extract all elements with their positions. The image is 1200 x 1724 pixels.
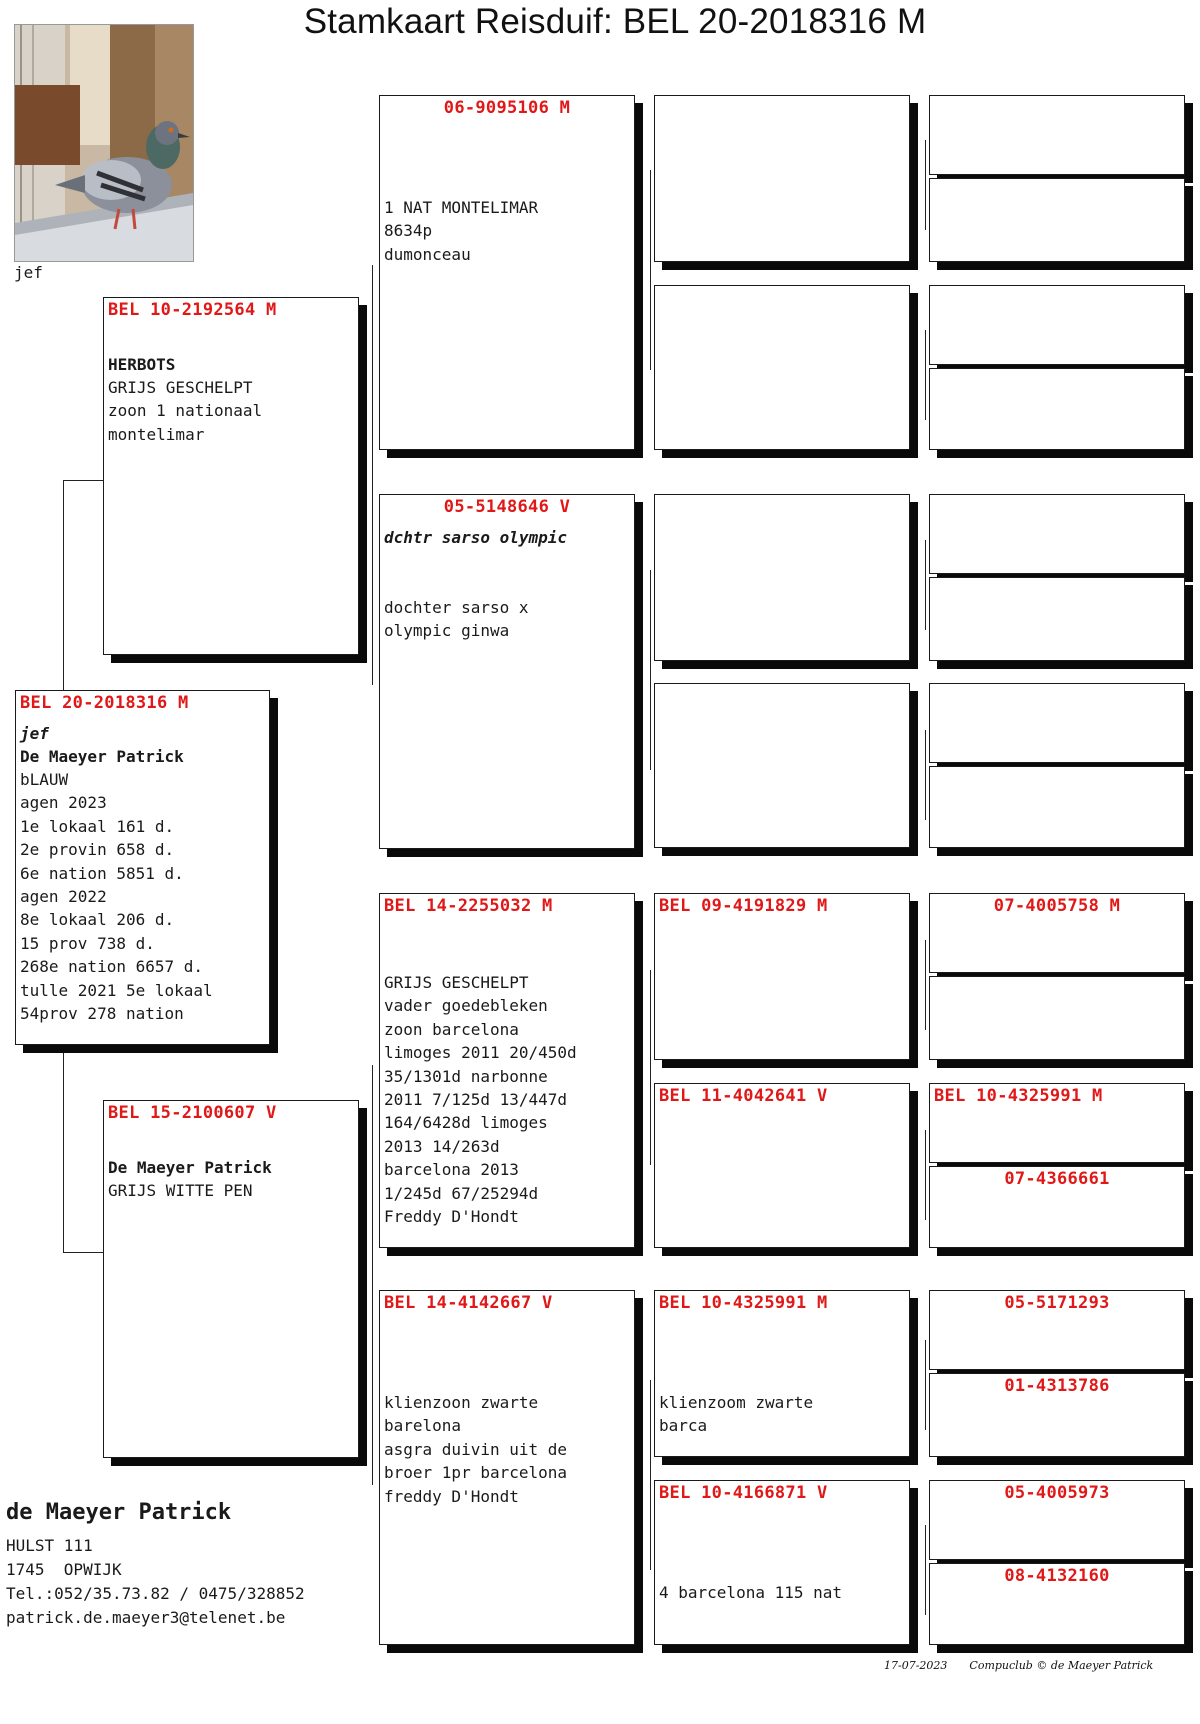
gggp-card-5[interactable] xyxy=(929,494,1185,574)
gggp-card-11[interactable] xyxy=(929,1083,1185,1163)
footer-credit: Compuclub © de Maeyer Patrick xyxy=(969,1659,1154,1672)
connector xyxy=(925,1130,926,1220)
gp-fm-notes: dochter sarso x olympic ginwa xyxy=(384,598,529,641)
gggp-card-9[interactable] xyxy=(929,893,1185,973)
gggp-card-13[interactable] xyxy=(929,1290,1185,1370)
connector xyxy=(925,940,926,1030)
grandparent-card-ff[interactable] xyxy=(379,95,635,450)
mother-notes: GRIJS WITTE PEN xyxy=(108,1181,253,1200)
connector xyxy=(63,480,64,690)
gggp-card-14[interactable] xyxy=(929,1373,1185,1457)
breeder-phone: Tel.:052/35.73.82 / 0475/328852 xyxy=(6,1584,305,1603)
gp-ff-notes: 1 NAT MONTELIMAR 8634p dumonceau xyxy=(384,198,539,264)
connector xyxy=(650,1380,651,1570)
gggp-card-10[interactable] xyxy=(929,976,1185,1060)
connector xyxy=(650,170,651,370)
mother-name: De Maeyer Patrick xyxy=(108,1158,272,1177)
ggp-card-3[interactable] xyxy=(654,494,910,661)
connector xyxy=(925,1340,926,1430)
subject-name: jef xyxy=(20,724,49,743)
gggp-ring: 07-4005758 M xyxy=(993,896,1121,916)
ggp-card-4[interactable] xyxy=(654,683,910,848)
connector xyxy=(63,1252,105,1253)
connector xyxy=(63,1052,64,1252)
ggp-card-5[interactable] xyxy=(654,893,910,1060)
gggp-card-6[interactable] xyxy=(929,577,1185,661)
gggp-ring: 01-4313786 xyxy=(1004,1376,1110,1396)
connector xyxy=(63,480,105,481)
gggp-card-4[interactable] xyxy=(929,368,1185,450)
footer xyxy=(884,1659,1153,1672)
ggp-card-2[interactable] xyxy=(654,285,910,450)
connector xyxy=(925,330,926,420)
ggp-card-7[interactable] xyxy=(654,1290,910,1457)
connector xyxy=(925,1525,926,1615)
ggp-card-6[interactable] xyxy=(654,1083,910,1248)
gp-ff-ring: 06-9095106 M xyxy=(443,98,571,118)
ggp-ring: BEL 10-4325991 M xyxy=(659,1293,828,1313)
gggp-ring: 05-5171293 xyxy=(1004,1293,1110,1313)
gggp-card-16[interactable] xyxy=(929,1563,1185,1645)
grandparent-card-fm[interactable] xyxy=(379,494,635,849)
gp-mf-notes: GRIJS GESCHELPT vader goedebleken zoon barcelona limoges 2011 20/450d 35/1301d narbonne 2011 7/125d 13/447d 164/6428d limoges 2013 14/263d barcelona 2013 1/245d 67/25294d Freddy D'Hondt xyxy=(384,973,577,1227)
father-name: HERBOTS xyxy=(108,355,176,374)
ggp-ring: BEL 11-4042641 V xyxy=(659,1086,828,1106)
gggp-card-12[interactable] xyxy=(929,1166,1185,1248)
gp-mm-notes: klienzoon zwarte barelona asgra duivin uit de broer 1pr barcelona freddy D'Hondt xyxy=(384,1393,568,1506)
breeder-city: 1745 OPWIJK xyxy=(6,1560,122,1579)
subject-owner: De Maeyer Patrick xyxy=(20,747,184,766)
father-ring: BEL 10-2192564 M xyxy=(108,300,277,320)
connector xyxy=(650,970,651,1165)
page-title: Stamkaart Reisduif: BEL 20-2018316 M xyxy=(303,2,927,41)
gp-mm-ring: BEL 14-4142667 V xyxy=(384,1293,553,1313)
gggp-ring: 07-4366661 xyxy=(1004,1169,1110,1189)
gggp-card-15[interactable] xyxy=(929,1480,1185,1560)
connector xyxy=(925,730,926,820)
gggp-ring: BEL 10-4325991 M xyxy=(934,1086,1103,1106)
breeder-street: HULST 111 xyxy=(6,1536,93,1555)
gp-fm-ring: 05-5148646 V xyxy=(443,497,571,517)
gggp-ring: 05-4005973 xyxy=(1004,1483,1110,1503)
photo-caption: jef xyxy=(14,263,43,282)
ggp-notes: klienzoom zwarte barca xyxy=(659,1393,814,1436)
gp-fm-name: dchtr sarso olympic xyxy=(384,528,568,547)
breeder-email[interactable]: patrick.de.maeyer3@telenet.be xyxy=(6,1608,286,1627)
mother-card[interactable] xyxy=(103,1100,359,1458)
gggp-card-1[interactable] xyxy=(929,95,1185,175)
ggp-ring: BEL 09-4191829 M xyxy=(659,896,828,916)
gggp-card-3[interactable] xyxy=(929,285,1185,365)
ggp-card-8[interactable] xyxy=(654,1480,910,1645)
connector xyxy=(372,1065,373,1485)
gggp-ring: 08-4132160 xyxy=(1004,1566,1110,1586)
footer-date: 17-07-2023 xyxy=(884,1659,948,1672)
ggp-ring: BEL 10-4166871 V xyxy=(659,1483,828,1503)
subject-card[interactable] xyxy=(15,690,270,1045)
gp-mf-ring: BEL 14-2255032 M xyxy=(384,896,553,916)
ggp-card-1[interactable] xyxy=(654,95,910,262)
connector xyxy=(650,570,651,770)
grandparent-card-mm[interactable] xyxy=(379,1290,635,1645)
grandparent-card-mf[interactable] xyxy=(379,893,635,1248)
breeder-name: de Maeyer Patrick xyxy=(6,1500,232,1525)
gggp-card-7[interactable] xyxy=(929,683,1185,763)
pigeon-image xyxy=(15,25,193,261)
connector xyxy=(925,140,926,230)
mother-ring: BEL 15-2100607 V xyxy=(108,1103,277,1123)
connector xyxy=(372,265,373,685)
gggp-card-8[interactable] xyxy=(929,766,1185,848)
ggp-notes: 4 barcelona 115 nat xyxy=(659,1583,843,1602)
pigeon-photo xyxy=(14,24,194,262)
father-card[interactable] xyxy=(103,297,359,655)
subject-notes: bLAUW agen 2023 1e lokaal 161 d. 2e provin 658 d. 6e nation 5851 d. agen 2022 8e lokaal 206 d. 15 prov 738 d. 268e nation 6657 d. tulle 2021 5e lokaal 54prov 278 nation xyxy=(20,770,213,1024)
father-notes: GRIJS GESCHELPT zoon 1 nationaal montelimar xyxy=(108,378,263,444)
gggp-card-2[interactable] xyxy=(929,178,1185,262)
subject-ring: BEL 20-2018316 M xyxy=(20,693,189,713)
connector xyxy=(925,540,926,630)
